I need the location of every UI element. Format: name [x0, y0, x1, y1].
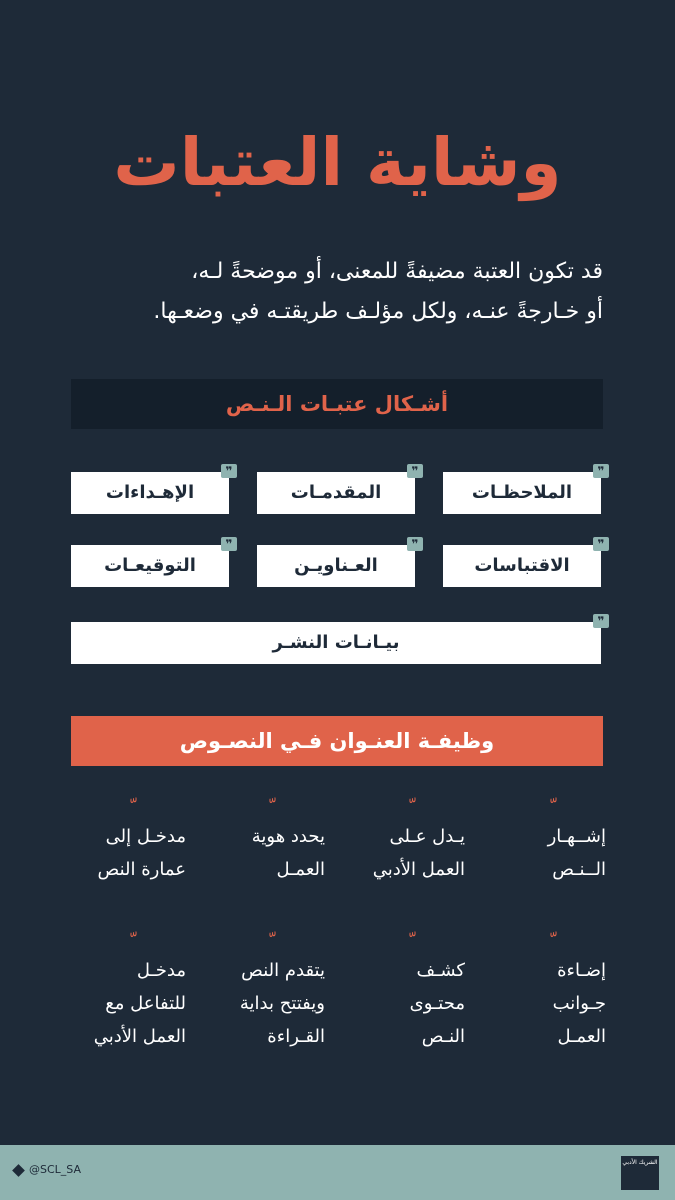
function-line: العمـل: [276, 859, 325, 880]
chip-label: بيـانـات النشـر: [272, 632, 400, 653]
shadda-mark: [71, 932, 186, 954]
function-item: [71, 798, 186, 886]
chip-publication-data: [71, 614, 605, 664]
function-line: ويفتتح بداية: [239, 993, 325, 1014]
function-line: كشـف: [416, 960, 465, 981]
diamond-icon: [12, 1164, 25, 1177]
handle-text: @SCL_SA: [29, 1163, 82, 1176]
function-line: الــنـص: [552, 859, 606, 880]
function-line: العمل الأدبي: [372, 859, 465, 880]
chip-label: الإهـداءات: [105, 482, 195, 503]
quote-icon: ❞: [407, 464, 423, 478]
quote-icon: ❞: [221, 537, 237, 551]
function-line: مدخـل: [136, 960, 186, 981]
chip-quotations: [443, 537, 605, 587]
function-item: [210, 932, 325, 1053]
function-item: [350, 798, 465, 886]
chip-notes: [443, 464, 605, 514]
shadda-mark: [350, 932, 465, 954]
intro-line-1: قد تكون العتبة مضيفةً للمعنى، أو موضحةً لـه،: [191, 259, 603, 284]
quote-icon: ❞: [221, 464, 237, 478]
shadda-mark: [71, 798, 186, 820]
function-line: إضـاءة: [557, 960, 606, 981]
quote-icon: ❞: [593, 614, 609, 628]
function-line: يحدد هوية: [251, 826, 325, 847]
logo: [621, 1156, 659, 1190]
chip-titles: [257, 537, 419, 587]
forms-section-title: أشـكال عتبـات الـنـص: [71, 379, 603, 429]
quote-icon: ❞: [593, 537, 609, 551]
function-line: العمل الأدبي: [93, 1026, 186, 1047]
function-line: العمـل: [557, 1026, 606, 1047]
function-section-title: وظيفـة العنـوان فـي النصـوص: [71, 716, 603, 766]
chip-label: المقدمـات: [290, 482, 382, 503]
shadda-mark: [491, 932, 606, 954]
function-item: [71, 932, 186, 1053]
chip-label: التوقيعـات: [104, 555, 196, 576]
chip-introductions: [257, 464, 419, 514]
chip-signatures: [71, 537, 233, 587]
footer: [0, 1145, 675, 1200]
quote-icon: ❞: [593, 464, 609, 478]
shadda-mark: [210, 798, 325, 820]
chip-label: الاقتباسات: [474, 555, 570, 576]
function-line: يـدل عـلى: [389, 826, 465, 847]
intro-line-2: أو خـارجةً عنـه، ولكل مؤلـف طريقتـه في وضعـها.: [153, 299, 603, 324]
page-title: وشاية العتبات: [113, 124, 562, 201]
intro-text: [63, 252, 603, 332]
social-handle[interactable]: [14, 1163, 81, 1176]
quote-icon: ❞: [407, 537, 423, 551]
shadda-mark: [350, 798, 465, 820]
function-line: مدخـل إلى: [105, 826, 186, 847]
function-line: إشــهـار: [547, 826, 606, 847]
function-line: القـراءة: [267, 1026, 325, 1047]
chip-label: الملاحظـات: [471, 482, 573, 503]
chip-label: العـناويـن: [294, 555, 378, 576]
function-item: [350, 932, 465, 1053]
shadda-mark: [210, 932, 325, 954]
function-line: النـص: [421, 1026, 465, 1047]
logo-text: الشريك الأدبي: [622, 1159, 658, 1166]
function-item: [491, 798, 606, 886]
function-item: [491, 932, 606, 1053]
function-line: للتفاعل مع: [105, 993, 186, 1014]
function-line: يتقدم النص: [241, 960, 325, 981]
function-line: عمارة النص: [97, 859, 186, 880]
shadda-mark: [491, 798, 606, 820]
function-line: جـوانب: [552, 993, 606, 1014]
chip-dedications: [71, 464, 233, 514]
function-line: محتـوى: [409, 993, 465, 1014]
function-item: [210, 798, 325, 886]
